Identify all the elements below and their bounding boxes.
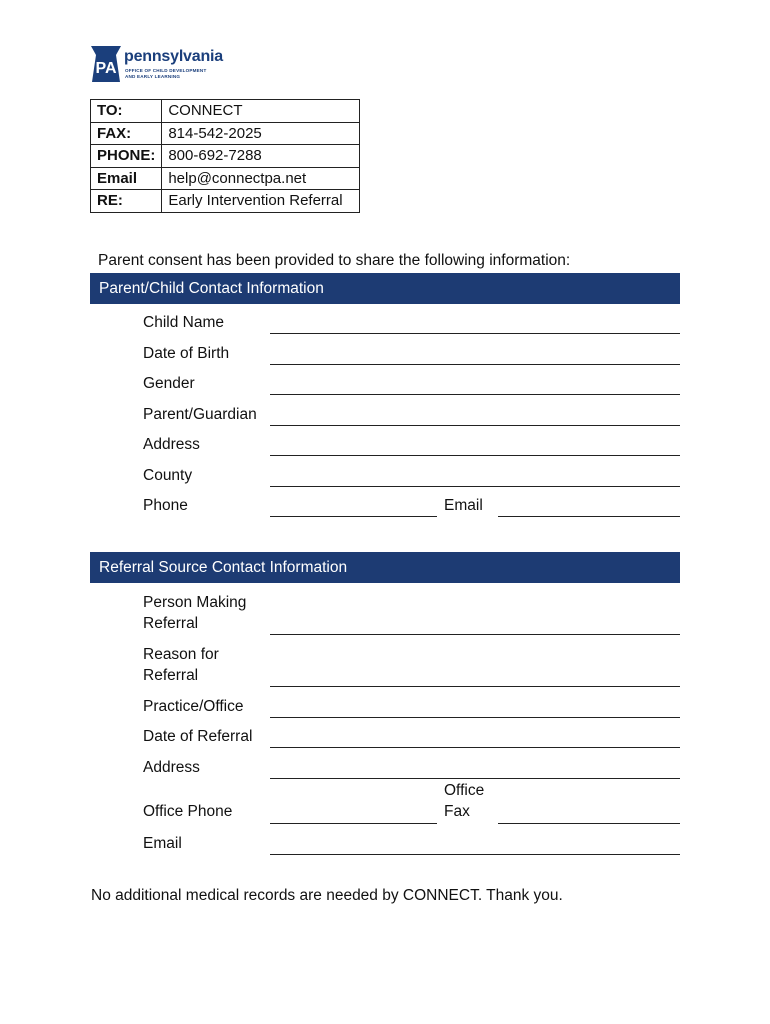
person-making-referral-field[interactable] bbox=[270, 634, 680, 635]
header-value: 800-692-7288 bbox=[162, 145, 360, 168]
header-row-phone bbox=[91, 145, 360, 168]
address-field[interactable] bbox=[270, 455, 680, 456]
office-phone-field[interactable] bbox=[270, 823, 437, 824]
pa-badge-text: PA bbox=[95, 60, 117, 77]
label-date-of-birth: Date of Birth bbox=[143, 345, 230, 362]
header-value: 814-542-2025 bbox=[162, 122, 360, 145]
label-address: Address bbox=[143, 436, 200, 453]
gender-field[interactable] bbox=[270, 394, 680, 395]
header-key: TO: bbox=[91, 100, 162, 123]
header-value: Early Intervention Referral bbox=[162, 190, 360, 213]
email-field[interactable] bbox=[498, 516, 680, 517]
date-of-referral-field[interactable] bbox=[270, 747, 680, 748]
office-fax-field[interactable] bbox=[498, 823, 680, 824]
keystone-icon bbox=[90, 46, 122, 82]
reason-for-referral-field[interactable] bbox=[270, 686, 680, 687]
section-header-referral-source: Referral Source Contact Information bbox=[90, 552, 680, 583]
label-reason-line2: Referral bbox=[143, 667, 199, 684]
label-parent-guardian: Parent/Guardian bbox=[143, 406, 257, 423]
footer-note: No additional medical records are needed by CONNECT. Thank you. bbox=[91, 887, 563, 904]
label-office-phone: Office Phone bbox=[143, 803, 233, 820]
label-gender: Gender bbox=[143, 375, 195, 392]
header-row-email bbox=[91, 167, 360, 190]
label-child-name: Child Name bbox=[143, 314, 224, 331]
logo-subline-2: AND EARLY LEARNING bbox=[125, 74, 181, 79]
label-office-fax-line2: Fax bbox=[444, 803, 470, 820]
label-phone: Phone bbox=[143, 497, 188, 514]
label-person-making-line1: Person Making bbox=[143, 594, 247, 611]
label-person-making-line2: Referral bbox=[143, 615, 199, 632]
child-name-field[interactable] bbox=[270, 333, 680, 334]
header-key: Email bbox=[91, 167, 162, 190]
parent-guardian-field[interactable] bbox=[270, 425, 680, 426]
date-of-birth-field[interactable] bbox=[270, 364, 680, 365]
section-header-parent-child: Parent/Child Contact Information bbox=[90, 273, 680, 304]
label-referral-address: Address bbox=[143, 759, 200, 776]
header-row-re bbox=[91, 190, 360, 213]
logo-subline-1: OFFICE OF CHILD DEVELOPMENT bbox=[125, 68, 207, 73]
label-reason-line1: Reason for bbox=[143, 646, 219, 663]
label-county: County bbox=[143, 467, 193, 484]
header-value: help@connectpa.net bbox=[162, 167, 360, 190]
phone-field[interactable] bbox=[270, 516, 437, 517]
fax-header-table bbox=[90, 99, 360, 213]
county-field[interactable] bbox=[270, 486, 680, 487]
header-key: RE: bbox=[91, 190, 162, 213]
label-email: Email bbox=[444, 497, 483, 514]
header-key: PHONE: bbox=[91, 145, 162, 168]
header-value: CONNECT bbox=[162, 100, 360, 123]
header-row-to bbox=[91, 100, 360, 123]
consent-statement: Parent consent has been provided to share the following information: bbox=[98, 252, 571, 269]
logo-brand: pennsylvania bbox=[124, 48, 223, 65]
label-referral-email: Email bbox=[143, 835, 182, 852]
label-practice-office: Practice/Office bbox=[143, 698, 244, 715]
practice-office-field[interactable] bbox=[270, 717, 680, 718]
referral-address-field[interactable] bbox=[270, 778, 680, 779]
label-date-of-referral: Date of Referral bbox=[143, 728, 253, 745]
pennsylvania-logo bbox=[90, 46, 230, 86]
header-key: FAX: bbox=[91, 122, 162, 145]
referral-email-field[interactable] bbox=[270, 854, 680, 855]
header-row-fax bbox=[91, 122, 360, 145]
label-office-fax-line1: Office bbox=[444, 782, 485, 799]
